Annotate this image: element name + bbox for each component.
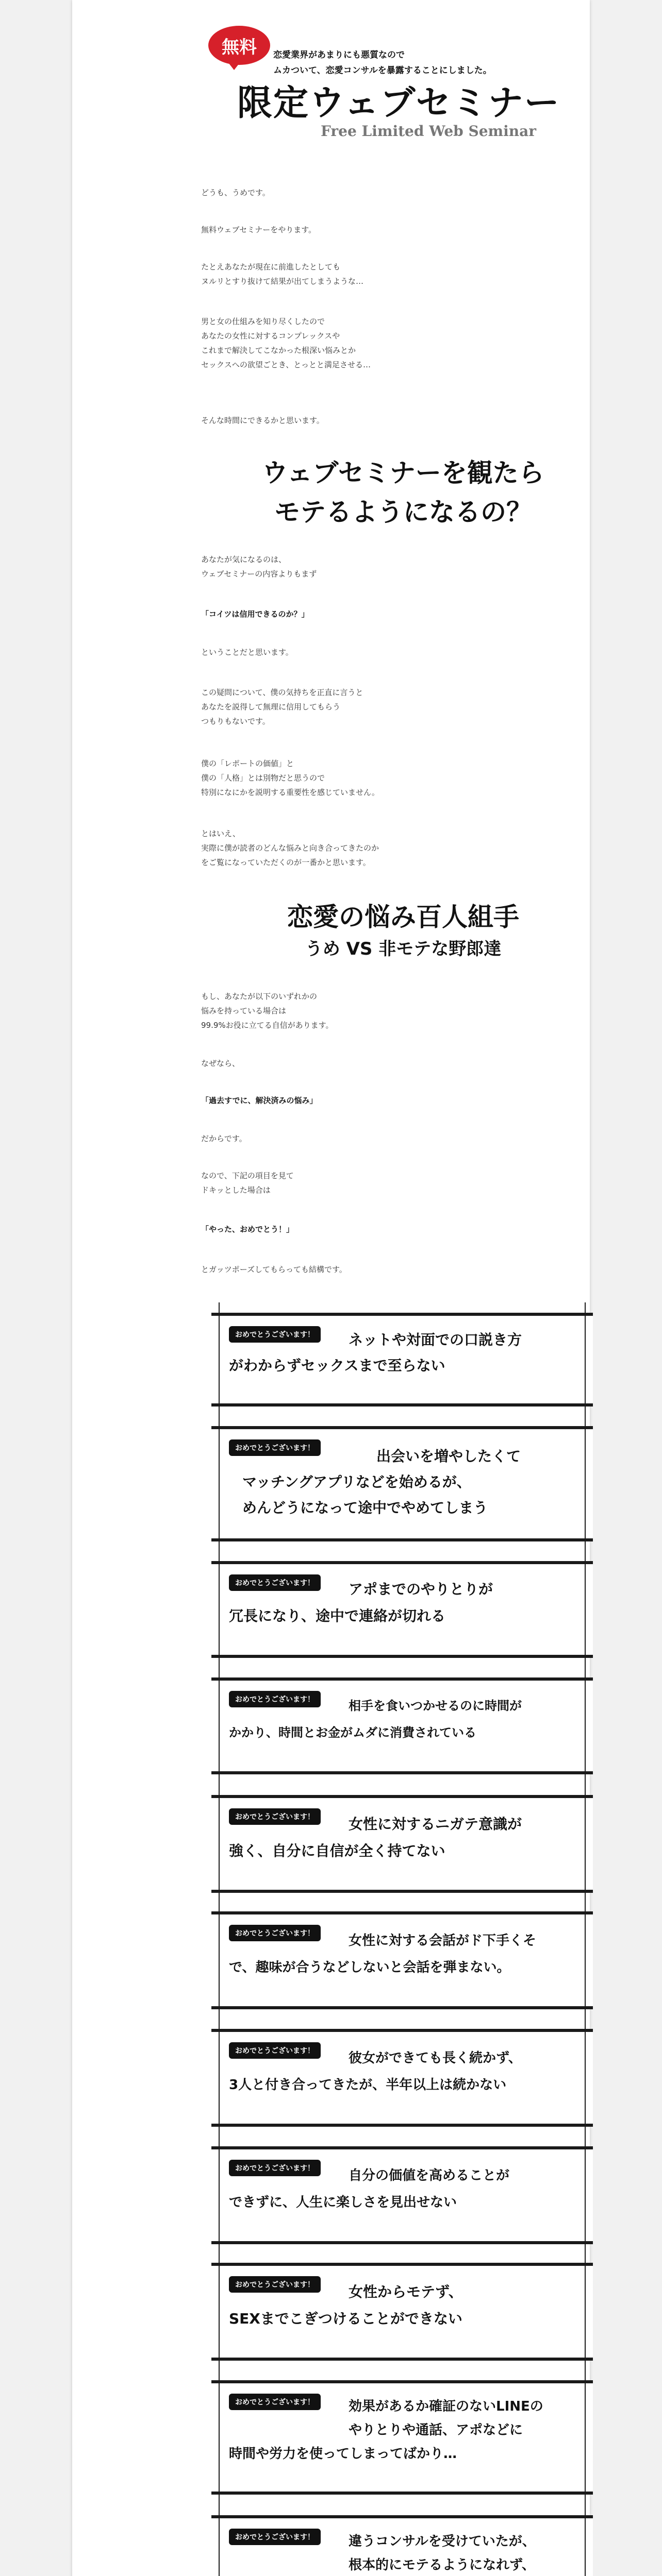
page-container [72, 0, 590, 2576]
page-subtitle: Free Limited Web Seminar [321, 123, 537, 140]
free-badge-tail [227, 61, 241, 70]
header-lead-line-2: ムカついて、恋愛コンサルを暴露することにしました。 [273, 65, 492, 76]
congrats-badge: おめでとうございます！ [229, 2160, 321, 2176]
text-line: 男と女の仕組みを知り尽くしたので [201, 317, 325, 326]
intro-paragraph-4 [201, 314, 593, 372]
section1-heading [201, 453, 605, 532]
card-frame-line [585, 1551, 586, 1668]
text-line: ドキッとした場合は [201, 1185, 271, 1195]
problem-card [211, 2029, 593, 2127]
card-line: SEXまでこぎつけることができない [229, 2310, 462, 2327]
card-frame-line [219, 2370, 220, 2505]
card-line: 出会いを増やしたくて [376, 1448, 521, 1465]
card-line: マッチングアプリなどを始めるが、 [242, 1473, 471, 1490]
text-line: つもりもないです。 [201, 717, 270, 726]
card-frame-line [219, 1785, 220, 1903]
card-frame-line [585, 1302, 586, 1417]
card-frame-line [585, 2136, 586, 2255]
section1-paragraph-1 [201, 552, 593, 581]
card-frame-line [585, 2505, 586, 2576]
congrats-badge: おめでとうございます！ [229, 1326, 321, 1343]
text-line: 僕の「レポートの価値」と [201, 759, 294, 768]
congrats-badge: おめでとうございます！ [229, 1574, 321, 1591]
problem-card [211, 1911, 593, 2009]
congrats-badge: おめでとうございます！ [229, 1925, 321, 1941]
text-line: この疑問について、僕の気持ちを正直に言うと [201, 688, 363, 697]
congrats-badge: おめでとうございます！ [229, 2529, 321, 2545]
card-frame-line [219, 1302, 220, 1417]
card-line: 根本的にモテるようになれず、 [349, 2557, 535, 2573]
card-frame-line [219, 1667, 220, 1785]
congrats-badge: おめでとうございます！ [229, 1808, 321, 1825]
text-line: これまで解決してこなかった根深い悩みとか [201, 346, 356, 355]
congrats-badge: おめでとうございます！ [229, 2276, 321, 2293]
card-frame-line [585, 1667, 586, 1785]
section1-question: 「コイツは信用できるのか？」 [201, 609, 309, 619]
free-badge [208, 26, 270, 65]
card-line: かかり、時間とお金がムダに消費されている [229, 1725, 476, 1740]
text-line: とはいえ、 [201, 829, 240, 838]
card-line: できずに、人生に楽しさを見出せない [229, 2195, 457, 2210]
card-line: ネットや対面での口説き方 [349, 1331, 522, 1348]
section2-heading: 恋愛の悩み百人組手 [287, 902, 519, 932]
section1-paragraph-2: ということだと思います。 [201, 648, 293, 657]
intro-announcement: 無料ウェブセミナーをやります。 [201, 225, 317, 234]
section2-congrats-text: 「やった、おめでとう！」 [201, 1225, 294, 1234]
text-line: をご覧になっていただくのが一番かと思います。 [201, 858, 371, 867]
congrats-badge: おめでとうございます！ [229, 1439, 321, 1456]
text-line: 実際に僕が読者のどんな悩みと向き合ってきたのか [201, 843, 379, 853]
card-frame-line [219, 2019, 220, 2137]
problem-card [211, 1795, 593, 1893]
text-line: ウェブセミナーの内容よりもまず [201, 569, 317, 579]
problem-card [211, 1313, 593, 1406]
section2-paragraph-4: だからです。 [201, 1134, 247, 1143]
card-line: 彼女ができても長く続かず、 [349, 2050, 522, 2066]
text-line: あなたを説得して無理に信用してもらう [201, 702, 341, 711]
text-line: 特別になにかを説明する重要性を感じていません。 [201, 788, 379, 797]
card-frame-line [219, 1551, 220, 1668]
section1-paragraph-4 [201, 756, 593, 800]
card-line: 冗長になり、途中で連絡が切れる [229, 1607, 446, 1624]
section1-paragraph-3 [201, 685, 593, 728]
text-line: なので、下記の項目を見て [201, 1171, 294, 1180]
header-lead-line-1: 恋愛業界があまりにも悪質なので [273, 50, 405, 60]
problem-card [211, 2263, 593, 2361]
card-frame-line [585, 2252, 586, 2371]
text-line: セックスへの欲望ごとき、とっとと満足させる… [201, 360, 371, 369]
card-frame-line [219, 2136, 220, 2255]
heading-line: モテるようになるの？ [274, 497, 532, 527]
card-frame-line [585, 1416, 586, 1552]
free-badge-text: 無料 [222, 37, 257, 58]
card-line: アポまでのやりとりが [349, 1581, 493, 1598]
card-line: 相手を食いつかせるのに時間が [349, 1699, 522, 1713]
card-frame-line [585, 2370, 586, 2505]
section2-subheading: うめ VS 非モテな野郎達 [305, 939, 502, 959]
card-frame-line [585, 2019, 586, 2137]
problem-card [211, 1561, 593, 1658]
problem-card [211, 2515, 593, 2576]
card-frame-line [585, 1901, 586, 2020]
card-line: 女性に対する会話がド下手くそ [349, 1933, 537, 1948]
problem-card [211, 1677, 593, 1774]
section1-paragraph-5 [201, 826, 593, 870]
card-line: 3人と付き合ってきたが、半年以上は続かない [229, 2077, 507, 2093]
card-line: 違うコンサルを受けていたが、 [349, 2534, 536, 2549]
text-line: 悩みを持っている場合は [201, 1006, 287, 1015]
card-frame-line [219, 1416, 220, 1552]
card-line: 自分の価値を高めることが [349, 2168, 510, 2183]
congrats-badge: おめでとうございます！ [229, 1691, 321, 1707]
card-line: やりとりや通話、アポなどに [349, 2422, 523, 2438]
section2-paragraph-2: なぜなら、 [201, 1059, 240, 1068]
card-frame-line [219, 1901, 220, 2020]
text-line: たとえあなたが現在に前進したとしても [201, 262, 341, 272]
text-line: 99.9%お役に立てる自信があります。 [201, 1021, 334, 1030]
text-line: ヌルリとすり抜けて結果が出てしまうような… [201, 277, 364, 286]
section2-paragraph-5 [201, 1168, 593, 1197]
card-frame-line [219, 2252, 220, 2371]
card-line: で、趣味が合うなどしないと会話を弾まない。 [229, 1960, 510, 1975]
problem-card [211, 2146, 593, 2244]
problem-card [211, 1426, 593, 1541]
intro-paragraph-3 [201, 260, 593, 289]
text-line: あなたが気になるのは、 [201, 555, 287, 564]
text-line: 僕の「人格」とは別物だと思うので [201, 773, 325, 783]
card-line: 女性からモテず、 [349, 2283, 463, 2300]
text-line: もし、あなたが以下のいずれかの [201, 992, 318, 1001]
congrats-badge: おめでとうございます！ [229, 2042, 321, 2059]
card-frame-line [219, 2505, 220, 2576]
card-line: がわからずセックスまで至らない [229, 1357, 445, 1374]
heading-line: ウェブセミナーを観たら [262, 458, 544, 488]
card-line: 時間や労力を使ってしまってばかり… [229, 2446, 457, 2462]
card-line: 強く、自分に自信が全く持てない [229, 1842, 445, 1859]
card-line: 女性に対するニガテ意識が [349, 1816, 522, 1833]
section2-solved-text: 「過去すでに、解決済みの悩み」 [201, 1096, 318, 1105]
intro-paragraph-5: そんな時間にできるかと思います。 [201, 416, 324, 425]
card-frame-line [585, 1785, 586, 1903]
problem-card [211, 2380, 593, 2495]
section2-paragraph-7: とガッツポーズしてもらっても結構です。 [201, 1265, 347, 1274]
card-line: 効果があるか確証のないLINEの [349, 2399, 543, 2414]
intro-greeting: どうも、うめです。 [201, 188, 270, 197]
section2-paragraph-1 [201, 989, 593, 1032]
congrats-badge: おめでとうございます！ [229, 2394, 321, 2410]
card-line: めんどうになって途中でやめてしまう [242, 1499, 488, 1516]
text-line: あなたの女性に対するコンプレックスや [201, 331, 340, 341]
page-title: 限定ウェブセミナー [237, 83, 560, 124]
